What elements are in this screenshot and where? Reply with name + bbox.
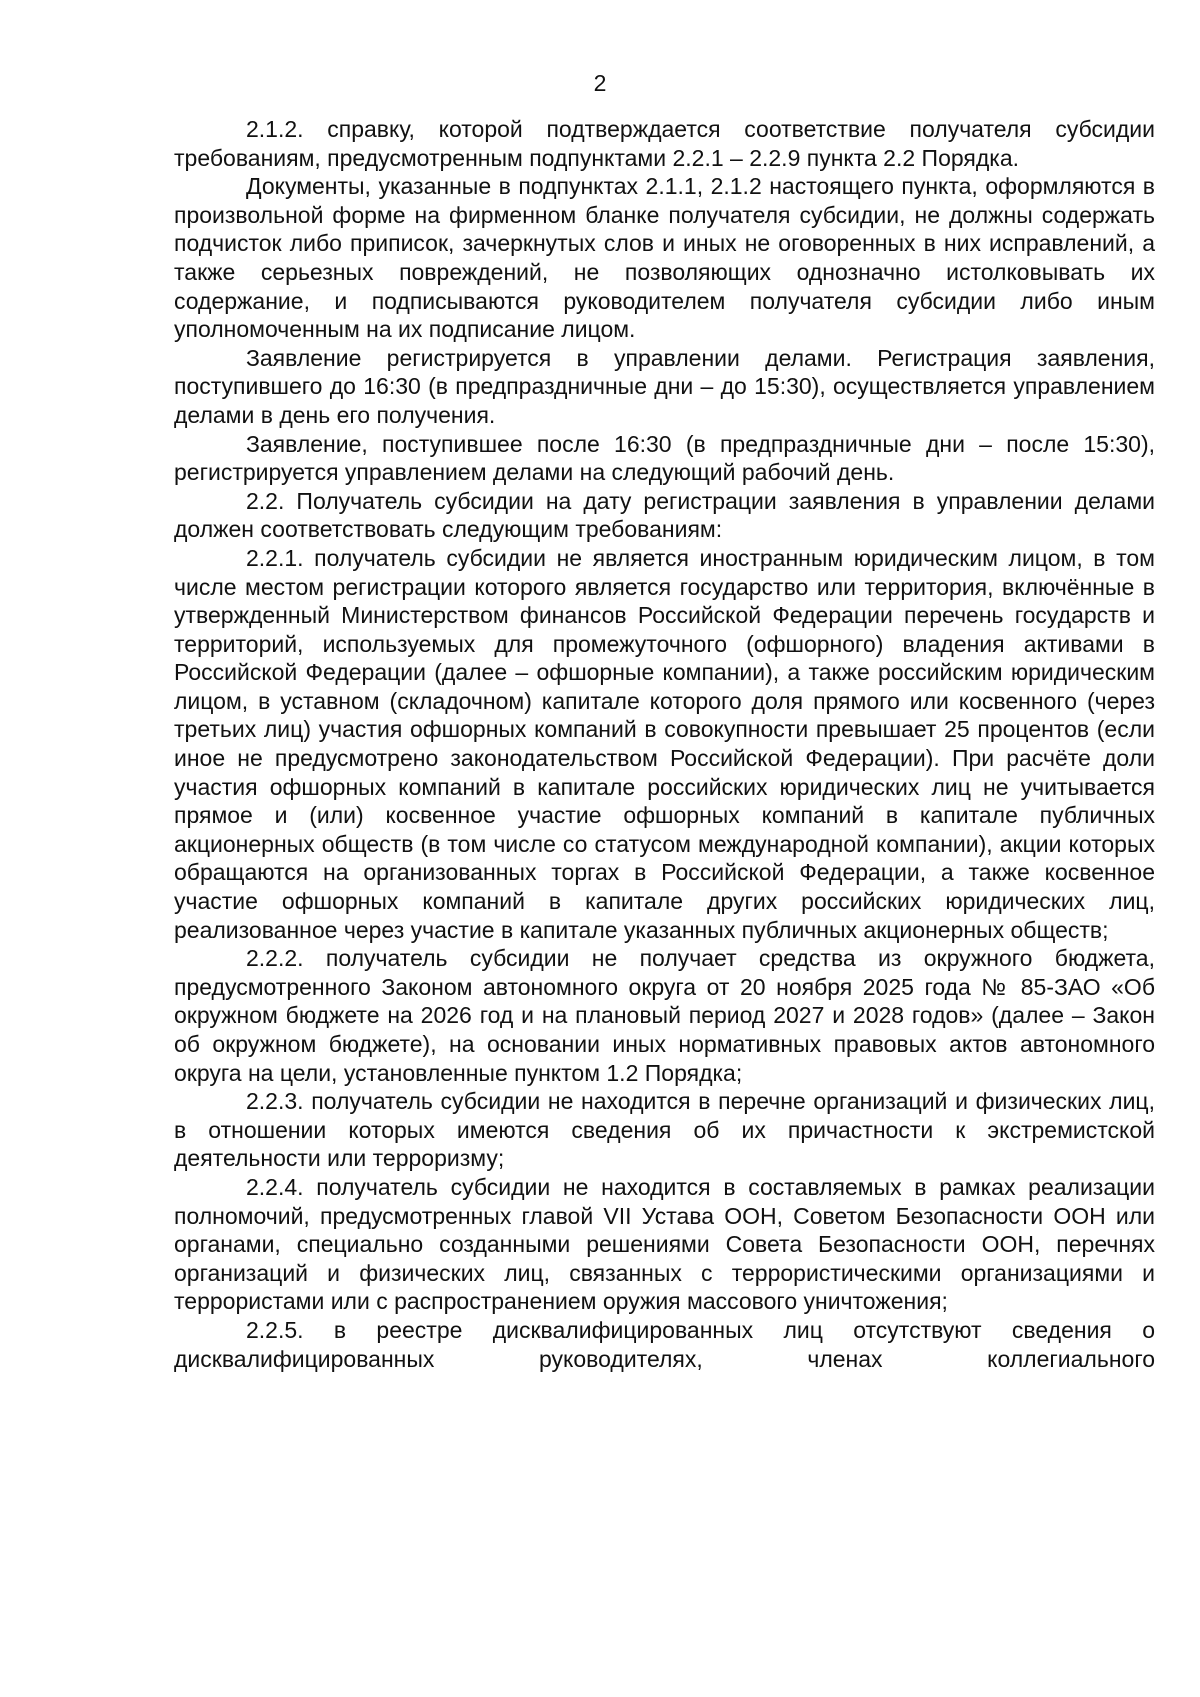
paragraph: 2.1.2. справку, которой подтверждается соответствие получателя субсидии требованиям, предусмотренным подпунктами 2.2.1 – 2.2.9 пункта 2.2 Порядка. — [174, 116, 1155, 171]
paragraph: 2.2.4. получатель субсидии не находится в составляемых в рамках реализации полномочий, предусмотренных главой VII Устава ООН, Советом Безопасности ООН или органами, специально созданными решениями Совета Безопасности ООН, перечнях организаций и физических лиц, связанных с террористическими организациями и террористами или с распространением оружия массового уничтожения; — [174, 1173, 1155, 1315]
document-body — [174, 115, 1155, 1373]
paragraph: Документы, указанные в подпунктах 2.1.1, 2.1.2 настоящего пункта, оформляются в произвольной форме на фирменном бланке получателя субсидии, не должны содержать подчисток либо приписок, зачеркнутых слов и иных не оговоренных в них исправлений, а также серьезных повреждений, не позволяющих однозначно истолковывать их содержание, и подписываются руководителем получателя субсидии либо иным уполномоченным на их подписание лицом. — [174, 173, 1155, 343]
paragraph: 2.2.1. получатель субсидии не является иностранным юридическим лицом, в том числе местом регистрации которого является государство или территория, включённые в утвержденный Министерством финансов Российской Федерации перечень государств и территорий, используемых для промежуточного (офшорного) владения активами в Российской Федерации (далее – офшорные компании), а также российским юридическим лицом, в уставном (складочном) капитале которого доля прямого или косвенного (через третьих лиц) участия офшорных компаний в совокупности превышает 25 процентов (если иное не предусмотрено законодательством Российской Федерации). При расчёте доли участия офшорных компаний в капитале российских юридических лиц не учитывается прямое и (или) косвенное участие офшорных компаний в капитале публичных акционерных обществ (в том числе со статусом международной компании), акции которых обращаются на организованных торгах в Российской Федерации, а также косвенное участие офшорных компаний в капитале других российских юридических лиц, реализованное через участие в капитале указанных публичных акционерных обществ; — [174, 544, 1155, 943]
paragraph: 2.2.2. получатель субсидии не получает средства из окружного бюджета, предусмотренного Законом автономного округа от 20 ноября 2025 года № 85-ЗАО «Об окружном бюджете на 2026 год и на плановый период 2027 и 2028 годов» (далее – Закон об окружном бюджете), на основании иных нормативных правовых актов автономного округа на цели, установленные пунктом 1.2 Порядка; — [174, 945, 1155, 1086]
paragraph: Заявление регистрируется в управлении делами. Регистрация заявления, поступившего до 16:30 (в предпраздничные дни – до 15:30), осуществляется управлением делами в день его получения. — [174, 344, 1155, 428]
page-number: 2 — [593, 70, 607, 96]
paragraph: 2.2.3. получатель субсидии не находится в перечне организаций и физических лиц, в отношении которых имеются сведения об их причастности к экстремистской деятельности или терроризму; — [174, 1088, 1155, 1172]
paragraph: Заявление, поступившее после 16:30 (в предпраздничные дни – после 15:30), регистрируется управлением делами на следующий рабочий день. — [174, 430, 1155, 486]
paragraph: 2.2.5. в реестре дисквалифицированных лиц отсутствуют сведения о дисквалифицированных руководителях, членах коллегиального — [174, 1316, 1155, 1372]
paragraph: 2.2. Получатель субсидии на дату регистрации заявления в управлении делами должен соответствовать следующим требованиям: — [174, 487, 1155, 543]
